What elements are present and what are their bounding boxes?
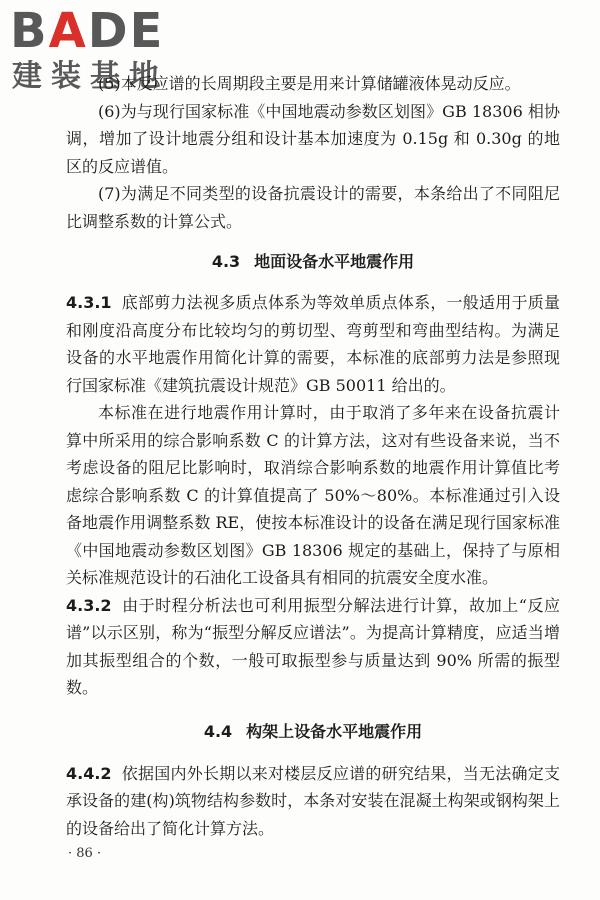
clause-4-4-2 bbox=[66, 760, 560, 843]
clause-text: 底部剪力法视多质点体系为等效单质点体系，一般适用于质量和刚度沿高度分布比较均匀的剪切型、弯剪型和弯曲型结构。为满足设备的水平地震作用简化计算的需要，本标准的底部剪力法是参照现行国家标准《建筑抗震设计规范》GB 50011 给出的。 bbox=[66, 293, 560, 395]
clause-4-3-1-paragraph-2: 本标准在进行地震作用计算时，由于取消了多年来在设备抗震计算中所采用的综合影响系数 C 的计算方法，这对有些设备来说，当不考虑设备的阻尼比影响时，取消综合影响系数的地震作用计算值比考虑综合影响系数 C 的计算值提高了 50%～80%。本标准通过引入设备地震作用调整系数 RE，使按本标准设计的设备在满足现行国家标准《中国地震动参数区划图》GB 18306 规定的基础上，保持了与原相关标准规范设计的石油化工设备具有相同的抗震安全度水准。 bbox=[66, 403, 560, 587]
section-number: 4.3 bbox=[211, 252, 241, 271]
clause-number: 4.3.2 bbox=[66, 595, 112, 615]
section-number: 4.4 bbox=[203, 721, 233, 741]
paragraph-item-7: (7)为满足不同类型的设备抗震设计的需要，本条给出了不同阻尼比调整系数的计算公式。 bbox=[66, 184, 560, 231]
paragraph-item-5: (5)本反应谱的长周期段主要是用来计算储罐液体晃动反应。 bbox=[98, 74, 521, 93]
clause-text: 由于时程分析法也可利用振型分解法进行计算，故加上“反应谱”以示区别，称为“振型分解反应谱法”。为提高计算精度，应适当增加其振型组合的个数，一般可取振型参与质量达到 90% 所需的振型数。 bbox=[66, 595, 560, 697]
section-title: 构架上设备水平地震作用 bbox=[246, 721, 423, 741]
clause-4-3-1 bbox=[66, 289, 560, 399]
clause-number: 4.3.1 bbox=[66, 293, 112, 312]
clause-4-3-2 bbox=[66, 592, 560, 702]
page-number: · 86 · bbox=[68, 846, 102, 861]
logo-wordmark: BADE bbox=[10, 3, 165, 59]
section-heading-4-4 bbox=[66, 718, 560, 746]
logo-subtitle: 建装基地 bbox=[12, 59, 168, 94]
section-title: 地面设备水平地震作用 bbox=[254, 252, 415, 271]
clause-text: 依据国内外长期以来对楼层反应谱的研究结果，当无法确定支承设备的建(构)筑物结构参数时，本条对安装在混凝土构架或钢构架上的设备给出了简化计算方法。 bbox=[66, 763, 560, 838]
clause-number: 4.4.2 bbox=[66, 763, 112, 783]
section-heading-4-3 bbox=[66, 248, 560, 276]
paragraph-item-6: (6)为与现行国家标准《中国地震动参数区划图》GB 18306 相协调，增加了设计地震分组和设计基本加速度为 0.15g 和 0.30g 的地区的反应谱值。 bbox=[66, 101, 560, 176]
body-text bbox=[66, 70, 560, 842]
